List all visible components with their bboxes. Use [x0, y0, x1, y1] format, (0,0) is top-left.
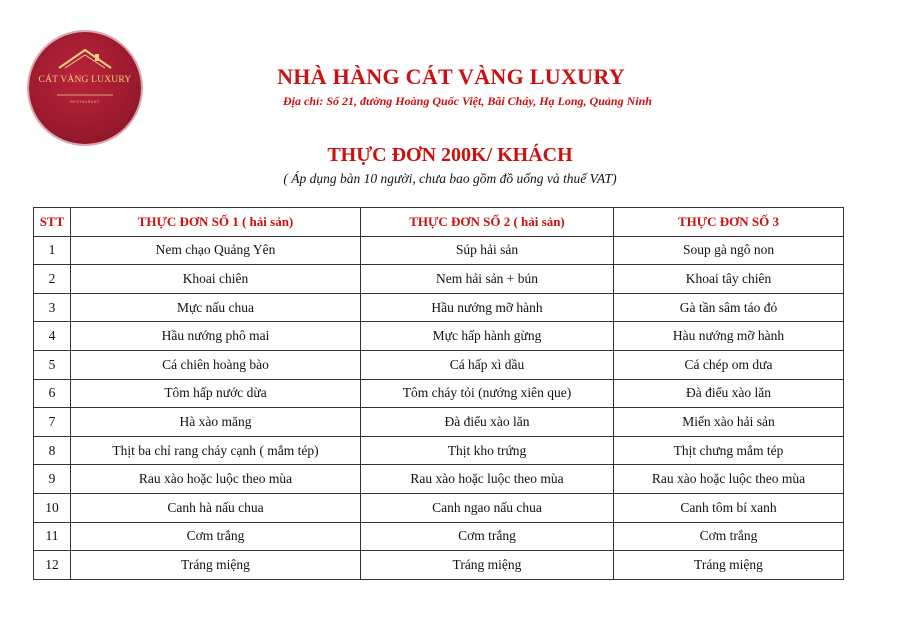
menu-table: [33, 207, 844, 580]
menu-1-cell: Mực nấu chua: [71, 293, 361, 322]
menu-3-cell: Gà tần sâm táo đỏ: [614, 293, 844, 322]
stt-cell: 10: [34, 493, 71, 522]
menu-2-cell: Tráng miệng: [361, 551, 614, 580]
menu-1-cell: Rau xào hoặc luộc theo mùa: [71, 465, 361, 494]
menu-1-cell: Hầu nướng phô mai: [71, 322, 361, 351]
table-row: [34, 493, 844, 522]
menu-3-cell: Canh tôm bí xanh: [614, 493, 844, 522]
table-row: [34, 465, 844, 494]
menu-3-cell: Tráng miệng: [614, 551, 844, 580]
stt-cell: 1: [34, 236, 71, 265]
menu-1-cell: Nem chạo Quảng Yên: [71, 236, 361, 265]
menu-2-cell: Hầu nướng mỡ hành: [361, 293, 614, 322]
menu-1-cell: Tráng miệng: [71, 551, 361, 580]
menu-title: THỰC ĐƠN 200K/ KHÁCH: [327, 144, 573, 166]
menu-3-cell: Hàu nướng mỡ hành: [614, 322, 844, 351]
stt-cell: 4: [34, 322, 71, 351]
header-stt: STT: [34, 208, 71, 237]
stt-cell: 12: [34, 551, 71, 580]
menu-2-cell: Đà điểu xào lăn: [361, 408, 614, 437]
table-row: [34, 408, 844, 437]
menu-2-cell: Thịt kho trứng: [361, 436, 614, 465]
restaurant-address: Địa chỉ: Số 21, đường Hoàng Quốc Việt, Bãi Cháy, Hạ Long, Quảng Ninh: [283, 94, 652, 108]
table-row: [34, 522, 844, 551]
table-row: [34, 551, 844, 580]
table-row: [34, 322, 844, 351]
menu-1-cell: Cá chiên hoàng bào: [71, 350, 361, 379]
table-row: [34, 436, 844, 465]
menu-2-cell: Canh ngao nấu chua: [361, 493, 614, 522]
menu-1-cell: Thịt ba chỉ rang cháy cạnh ( mắm tép): [71, 436, 361, 465]
stt-cell: 3: [34, 293, 71, 322]
logo-name: CÁT VÀNG LUXURY: [38, 75, 132, 85]
menu-2-cell: Rau xào hoặc luộc theo mùa: [361, 465, 614, 494]
menu-1-cell: Canh hà nấu chua: [71, 493, 361, 522]
logo-tagline: RESTAURANT: [70, 100, 100, 104]
menu-2-cell: Mực hấp hành gừng: [361, 322, 614, 351]
menu-3-cell: Đà điểu xào lăn: [614, 379, 844, 408]
header-menu-3: THỰC ĐƠN SỐ 3: [614, 208, 844, 237]
menu-3-cell: Cá chép om dưa: [614, 350, 844, 379]
menu-2-cell: Súp hải sản: [361, 236, 614, 265]
menu-1-cell: Khoai chiên: [71, 265, 361, 294]
menu-2-cell: Tôm cháy tỏi (nướng xiên que): [361, 379, 614, 408]
menu-3-cell: Cơm trắng: [614, 522, 844, 551]
table-row: [34, 293, 844, 322]
stt-cell: 11: [34, 522, 71, 551]
menu-2-cell: Nem hải sản + bún: [361, 265, 614, 294]
menu-note: ( Áp dụng bàn 10 người, chưa bao gồm đồ uống và thuế VAT): [283, 171, 617, 186]
menu-3-cell: Rau xào hoặc luộc theo mùa: [614, 465, 844, 494]
stt-cell: 6: [34, 379, 71, 408]
menu-3-cell: Khoai tây chiên: [614, 265, 844, 294]
menu-3-cell: Miến xào hải sản: [614, 408, 844, 437]
menu-3-cell: Soup gà ngô non: [614, 236, 844, 265]
table-row: [34, 379, 844, 408]
stt-cell: 2: [34, 265, 71, 294]
table-row: [34, 350, 844, 379]
menu-1-cell: Hà xào măng: [71, 408, 361, 437]
header-menu-2: THỰC ĐƠN SỐ 2 ( hải sản): [361, 208, 614, 237]
table-row: [34, 265, 844, 294]
menu-2-cell: Cơm trắng: [361, 522, 614, 551]
stt-cell: 8: [34, 436, 71, 465]
menu-1-cell: Tôm hấp nước dừa: [71, 379, 361, 408]
stt-cell: 9: [34, 465, 71, 494]
restaurant-name: NHÀ HÀNG CÁT VÀNG LUXURY: [277, 64, 625, 89]
header-menu-1: THỰC ĐƠN SỐ 1 ( hải sản): [71, 208, 361, 237]
stt-cell: 5: [34, 350, 71, 379]
table-row: [34, 236, 844, 265]
table-header-row: [34, 208, 844, 237]
stt-cell: 7: [34, 408, 71, 437]
menu-3-cell: Thịt chưng mắm tép: [614, 436, 844, 465]
menu-2-cell: Cá hấp xì dầu: [361, 350, 614, 379]
menu-1-cell: Cơm trắng: [71, 522, 361, 551]
